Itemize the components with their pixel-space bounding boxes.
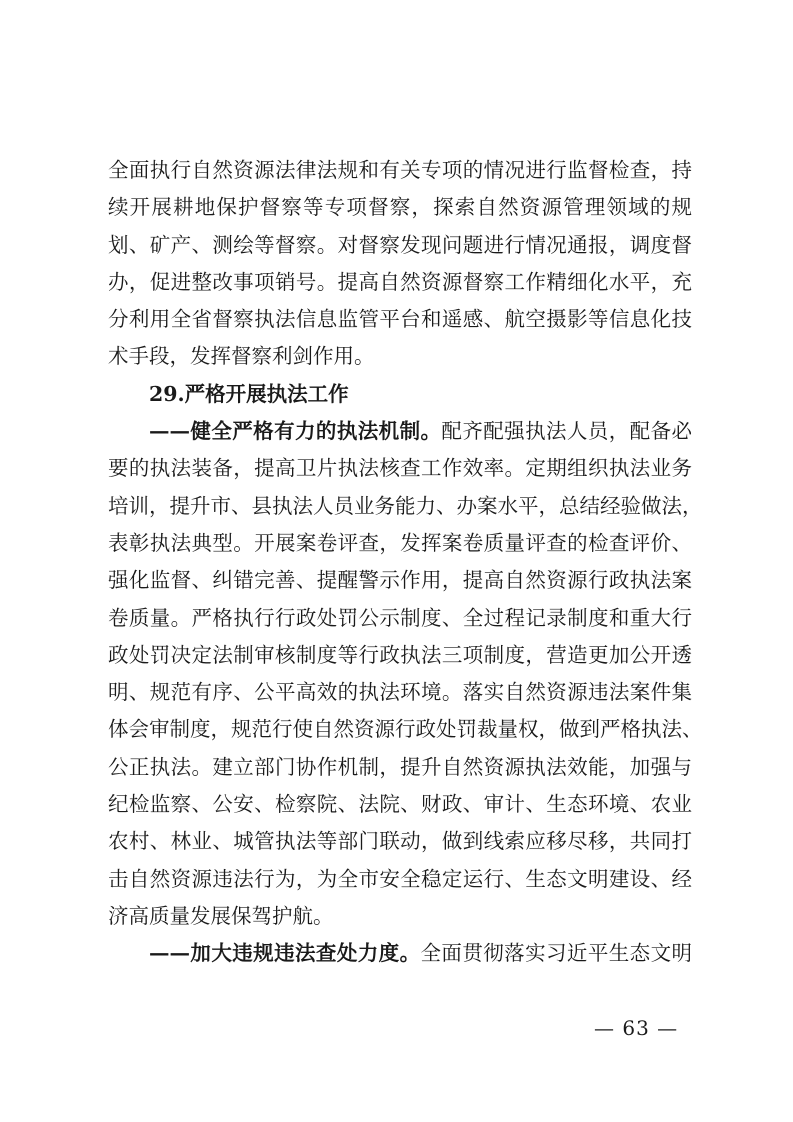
text-line: 划、矿产、测绘等督察。对督察发现问题进行情况通报，调度督 (108, 232, 692, 257)
paragraph-lead-text: 全面贯彻落实习近平生态文明 (420, 941, 692, 966)
text-line: 分利用全省督察执法信息监管平台和遥感、航空摄影等信息化技 (108, 307, 692, 332)
paragraph-continuation (108, 152, 692, 376)
text-line (108, 413, 692, 450)
document-body (108, 152, 703, 973)
text-line: 办，促进整改事项销号。提高自然资源督察工作精细化水平，充 (108, 269, 692, 294)
paragraph-lead-title: ——加大违规违法查处力度。 (149, 941, 421, 966)
section-heading: 29.严格开展执法工作 (149, 381, 349, 406)
text-line: 纪检监察、公安、检察院、法院、财政、审计、生态环境、农业 (108, 792, 692, 817)
text-line: 要的执法装备，提高卫片执法核查工作效率。定期组织执法业务 (108, 456, 692, 481)
text-line: 农村、林业、城管执法等部门联动，做到线索应移尽移，共同打 (108, 829, 692, 854)
paragraph-violation-enforcement (108, 935, 692, 972)
paragraph-lead-text: 配齐配强执法人员，配备必 (441, 419, 693, 444)
text-line: 术手段，发挥督察利剑作用。 (108, 344, 375, 369)
text-line: 击自然资源违法行为，为全市安全稳定运行、生态文明建设、经 (108, 866, 692, 891)
text-line: 明、规范有序、公平高效的执法环境。落实自然资源违法案件集 (108, 680, 692, 705)
page-number: — 63 — (594, 1016, 679, 1040)
text-line: 济高质量发展保驾护航。 (108, 903, 334, 928)
text-line: 续开展耕地保护督察等专项督察，探索自然资源管理领域的规 (108, 195, 692, 220)
text-line: 卷质量。严格执行行政处罚公示制度、全过程记录制度和重大行 (108, 605, 692, 630)
text-line: 表彰执法典型。开展案卷评查，发挥案卷质量评查的检查评价、 (108, 530, 692, 555)
text-line: 公正执法。建立部门协作机制，提升自然资源执法效能，加强与 (108, 754, 692, 779)
paragraph-enforcement-mechanism (108, 413, 703, 935)
text-line: 体会审制度，规范行使自然资源行政处罚裁量权，做到严格执法、 (108, 717, 703, 742)
paragraph-lead-title: ——健全严格有力的执法机制。 (149, 419, 442, 444)
text-line (108, 935, 692, 972)
text-line: 培训，提升市、县执法人员业务能力、办案水平，总结经验做法， (108, 493, 703, 518)
text-line: 政处罚决定法制审核制度等行政执法三项制度，营造更加公开透 (108, 642, 692, 667)
text-line: 强化监督、纠错完善、提醒警示作用，提高自然资源行政执法案 (108, 568, 692, 593)
text-line: 全面执行自然资源法律法规和有关专项的情况进行监督检查，持 (108, 158, 692, 182)
